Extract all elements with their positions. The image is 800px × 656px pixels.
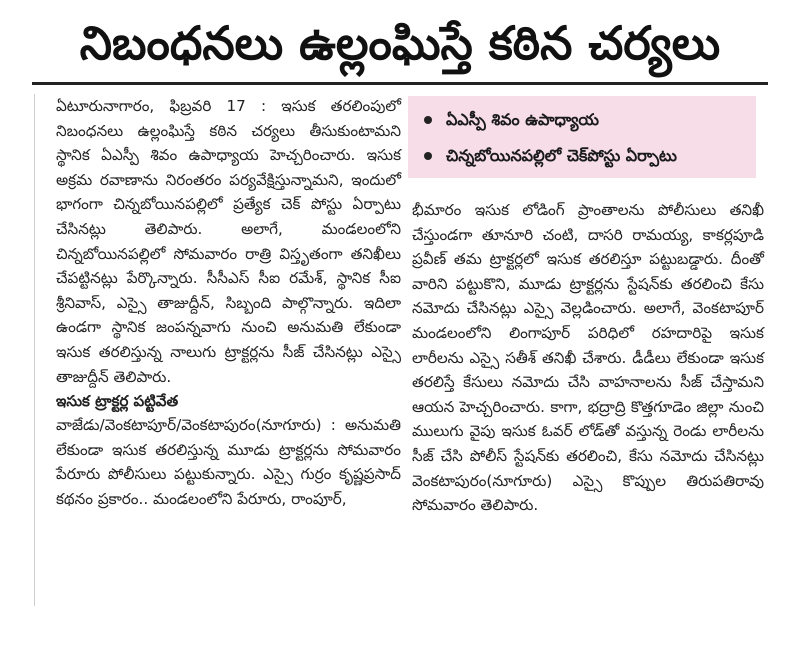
highlight-item (424, 102, 756, 138)
highlight-item (424, 138, 756, 174)
highlights-box (408, 96, 756, 178)
headline-divider (32, 82, 768, 85)
right-column (412, 198, 764, 518)
highlight-text: చిన్నబోయినపల్లిలో చెక్‌పోస్టు ఏర్పాటు (446, 146, 677, 165)
left-column (56, 94, 401, 512)
right-paragraph-1: భీమారం ఇసుక లోడింగ్ ప్రాంతాలను పోలీసులు తనిఖీ చేస్తుండగా తూనూరి చంటి, దాసరి రామయ్య, కాకర్లపూడి ప్రవీణ్ తమ ట్రాక్టర్లలో ఇసుక తరలిస్తూ పట్టుబడ్డారు. దీంతో వారిని పట్టుకొని, మూడు ట్రాక్టర్లను స్టేషన్‌కు తరలించి కేసు నమోదు చేసినట్లు ఎస్సై వెల్లడించారు. అలాగే, వెంకటాపూర్ మండలంలోని లింగాపూర్ పరిధిలో రహదారిపై ఇసుక లారీలను ఎస్సై సతీశ్ తనిఖీ చేశారు. డీడీలు లేకుండా ఇసుక తరలిస్తే కేసులు నమోదు చేసి వాహనాలను సీజ్ చేస్తామని ఆయన హెచ్చరించారు. కాగా, భద్రాద్రి కొత్తగూడెం జిల్లా నుంచి ములుగు వైపు ఇసుక ఓవర్ లోడ్‌తో వస్తున్న రెండు లారీలను సీజ్ చేసి పోలీస్ స్టేషన్‌కు తరలించి, కేసు నమోదు చేసినట్లు వెంకటాపురం(నూగూరు) ఎస్సై కొప్పుల తిరుపతిరావు సోమవారం తెలిపారు. (412, 201, 764, 515)
left-paragraph-2: వాజేడు/వెంకటాపూర్/వెంకటాపురం(నూగూరు) : అనుమతి లేకుండా ఇసుక తరలిస్తున్న మూడు ట్రాక్టర్లను సోమవారం పేరూరు పోలీసులు పట్టుకున్నారు. ఎస్సై గుర్రం కృష్ణప్రసాద్ కథనం ప్రకారం.. మండలంలోని పేరూరు, రాంపూర్, (56, 416, 401, 508)
subheading: ఇసుక ట్రాక్టర్ల పట్టివేత (56, 392, 179, 411)
bullet-icon (424, 116, 432, 124)
highlight-text: ఏఎస్పీ శివం ఉపాధ్యాయ (446, 110, 600, 129)
bullet-icon (424, 152, 432, 160)
left-paragraph-1: ఏటూరునాగారం, ఫిబ్రవరి 17 : ఇసుక తరలింపులో నిబంధనలు ఉల్లంఘిస్తే కఠిన చర్యలు తీసుకుంటామని స్థానిక ఏఎస్పీ శివం ఉపాధ్యాయ హెచ్చరించారు. ఇసుక అక్రమ రవాణాను నిరంతరం పర్యవేక్షిస్తున్నామని, ఇందులో భాగంగా చిన్నబోయినపల్లిలో ప్రత్యేక చెక్ పోస్టు ఏర్పాటు చేసినట్లు తెలిపారు. అలాగే, మండలంలోని చిన్నబోయినపల్లిలో సోమవారం రాత్రి విస్తృతంగా తనిఖీలు చేపట్టినట్లు పేర్కొన్నారు. సీసీఎస్ సీఐ రమేశ్, స్థానిక సీఐ శ్రీనివాస్, ఎస్సై తాజుద్దీన్, సిబ్బంది పాల్గొన్నారు. ఇదిలా ఉండగా స్థానిక జంపన్నవాగు నుంచి అనుమతి లేకుండా ఇసుక తరలిస్తున్న నాలుగు ట్రాక్టర్లను సీజ్ చేసినట్లు ఎస్సై తాజుద్దీన్ తెలిపారు. (56, 97, 401, 386)
headline: నిబంధనలు ఉల్లంఘిస్తే కఠిన చర్యలు (79, 16, 721, 70)
column-edge-line (34, 94, 35, 606)
